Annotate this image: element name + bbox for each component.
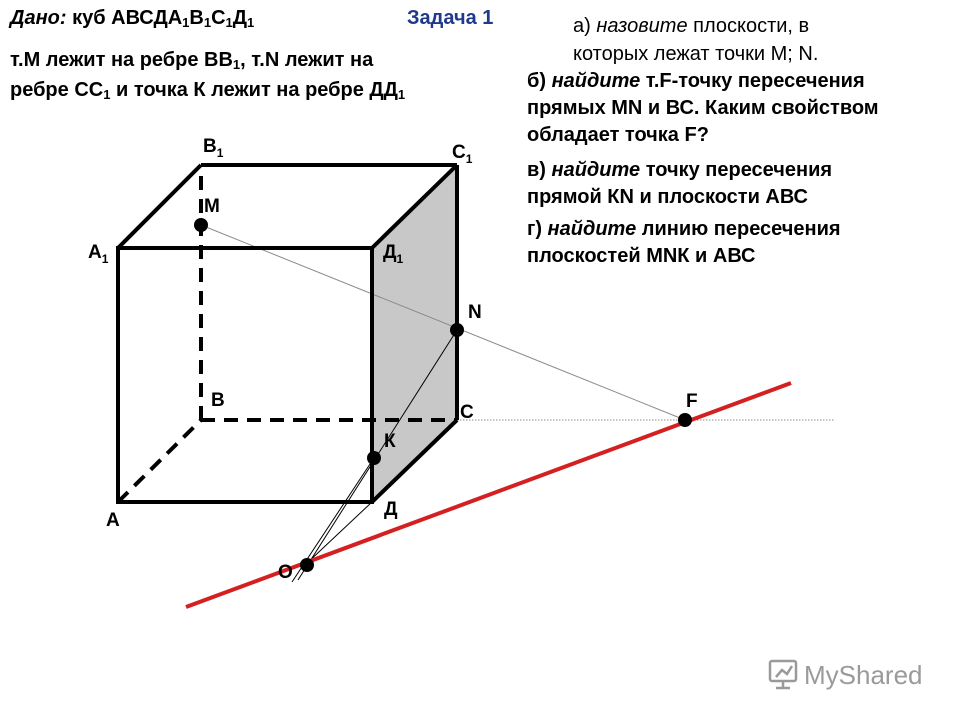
- label-O: О: [278, 562, 293, 583]
- question-d: г) найдите линию пересечения плоскостей МNК и АВС: [527, 218, 841, 267]
- label-M: М: [204, 196, 220, 217]
- question-b: б) найдите т.F-точку пересечения прямых MN и ВС. Каким свойством обладает точка F?: [527, 70, 879, 146]
- label-K: К: [384, 431, 396, 452]
- label-C: С: [460, 402, 474, 423]
- task-title: Задача 1: [407, 7, 494, 29]
- edge-A1B1: [118, 165, 201, 248]
- label-B: В: [211, 390, 225, 411]
- point-F: [678, 413, 692, 427]
- point-O: [300, 558, 314, 572]
- point-N: [450, 323, 464, 337]
- label-D1: $Д_1$: [383, 242, 404, 266]
- label-F: F: [686, 391, 698, 412]
- question-c: в) найдите точку пересечения прямой КN и плоскости АВС: [527, 159, 833, 208]
- label-D: Д: [384, 499, 398, 520]
- condition-line-1: т.М лежит на ребре $ВВ_1$, т.N лежит на: [10, 49, 374, 72]
- edge-AB: [118, 420, 201, 502]
- label-N: N: [468, 302, 482, 323]
- label-B1: $В_1$: [203, 136, 224, 160]
- label-A: А: [106, 510, 120, 531]
- slideshow-icon: [770, 661, 796, 688]
- given-line: Дано: куб $АВСДА_1В_1С_1Д_1$: [10, 7, 255, 30]
- red-intersection-line: [186, 383, 791, 607]
- condition-line-2: ребре $СС_1$ и точка К лежит на ребре $ДД_1$: [10, 79, 406, 102]
- point-M: [194, 218, 208, 232]
- label-C1: $С_1$: [452, 142, 473, 166]
- question-a: а) назовите плоскости, в которых лежат точки М; N.: [573, 15, 819, 65]
- label-A1: $А_1$: [88, 242, 109, 266]
- watermark-text: MyShared: [804, 660, 923, 690]
- watermark-logo: [770, 660, 923, 690]
- given-text: куб АВСДА: [72, 7, 183, 29]
- point-K: [367, 451, 381, 465]
- given-prefix: Дано:: [10, 7, 67, 29]
